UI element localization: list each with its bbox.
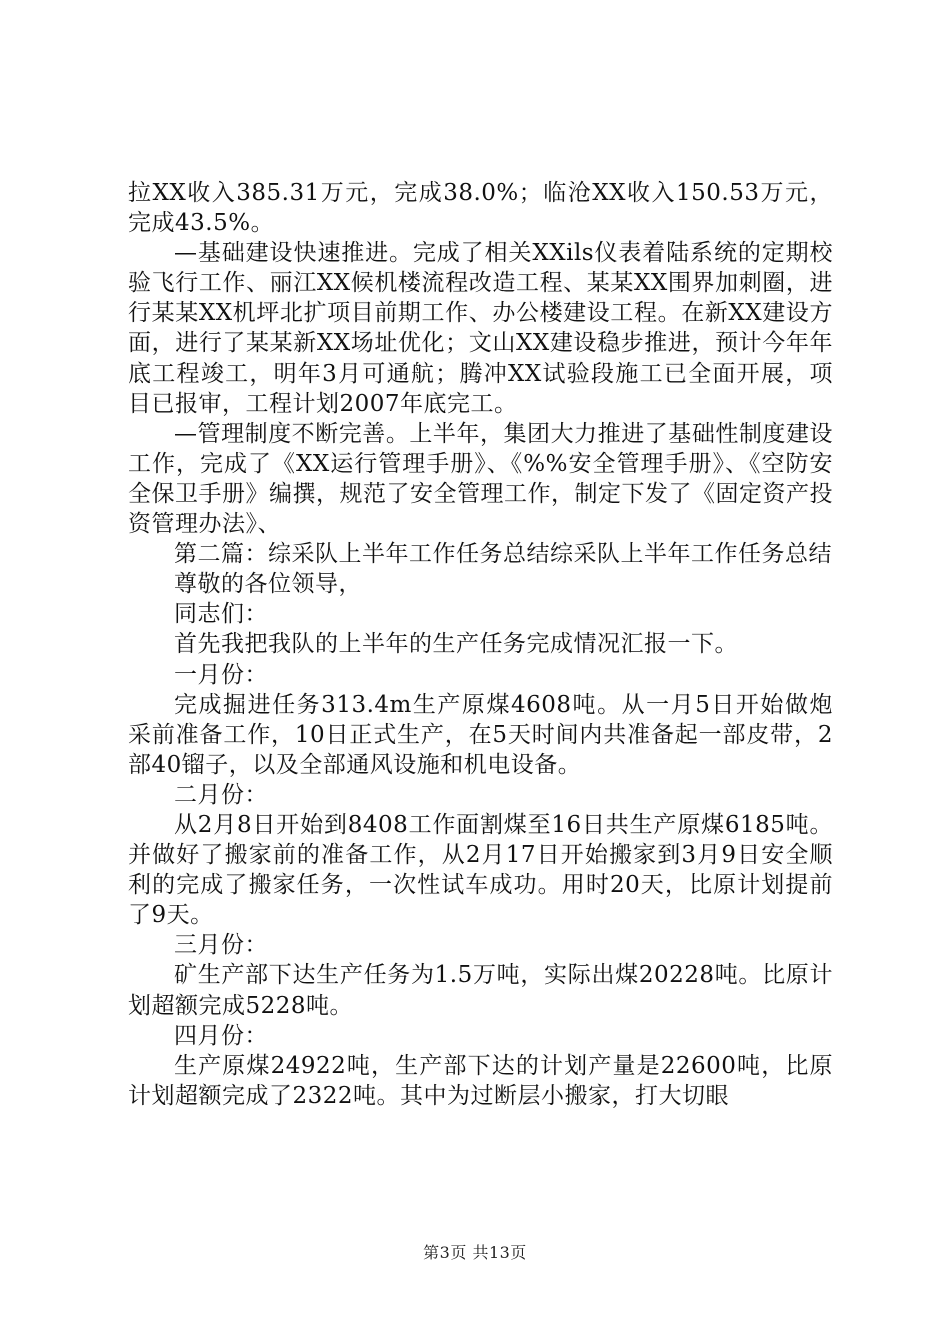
paragraph: 从2月8日开始到8408工作面割煤至16日共生产原煤6185吨。并做好了搬家前的准备工作，从2月17日开始搬家到3月9日安全顺利的完成了搬家任务，一次性试车成功。用时20天，比原计划提前了9天。 <box>128 811 833 929</box>
paragraph: 首先我把我队的上半年的生产任务完成情况汇报一下。 <box>174 631 738 658</box>
month-heading: 四月份： <box>174 1022 268 1049</box>
salutation: 同志们： <box>174 601 268 628</box>
paragraph: 矿生产部下达生产任务为1.5万吨，实际出煤20228吨。比原计划超额完成5228吨。 <box>128 962 833 1019</box>
paragraph: 完成掘进任务313.4m生产原煤4608吨。从一月5日开始做炮采前准备工作，10日正式生产，在5天时间内共准备起一部皮带，2部40镏子，以及全部通风设施和机电设备。 <box>128 691 833 778</box>
paragraph: —管理制度不断完善。上半年，集团大力推进了基础性制度建设工作，完成了《XX运行管理手册》、《%%安全管理手册》、《空防安全保卫手册》编撰，规范了安全管理工作，制定下发了《固定资产投资管理办法》、 <box>128 420 833 538</box>
paragraph: 生产原煤24922吨，生产部下达的计划产量是22600吨，比原计划超额完成了2322吨。其中为过断层小搬家，打大切眼 <box>128 1052 833 1109</box>
section-heading: 第二篇：综采队上半年工作任务总结综采队上半年工作任务总结 <box>174 541 832 568</box>
page-number: 第3页 共13页 <box>423 1243 527 1262</box>
salutation: 尊敬的各位领导， <box>174 571 362 598</box>
paragraph: —基础建设快速推进。完成了相关XXils仪表着陆系统的定期校验飞行工作、丽江XX候机楼流程改造工程、某某XX围界加刺圈，进行某某XX机坪北扩项目前期工作、办公楼建设工程。在新XX建设方面，进行了某某新XX场址优化；文山XX建设稳步推进，预计今年年底工程竣工，明年3月可通航；腾冲XX试验段施工已全面开展，项目已报审，工程计划2007年底完工。 <box>128 240 833 417</box>
month-heading: 三月份： <box>174 932 268 959</box>
month-heading: 一月份： <box>174 661 268 688</box>
document-body <box>128 178 833 1111</box>
month-heading: 二月份： <box>174 781 268 808</box>
paragraph: 拉XX收入385.31万元，完成38.0%；临沧XX收入150.53万元，完成43.5%。 <box>128 180 833 237</box>
